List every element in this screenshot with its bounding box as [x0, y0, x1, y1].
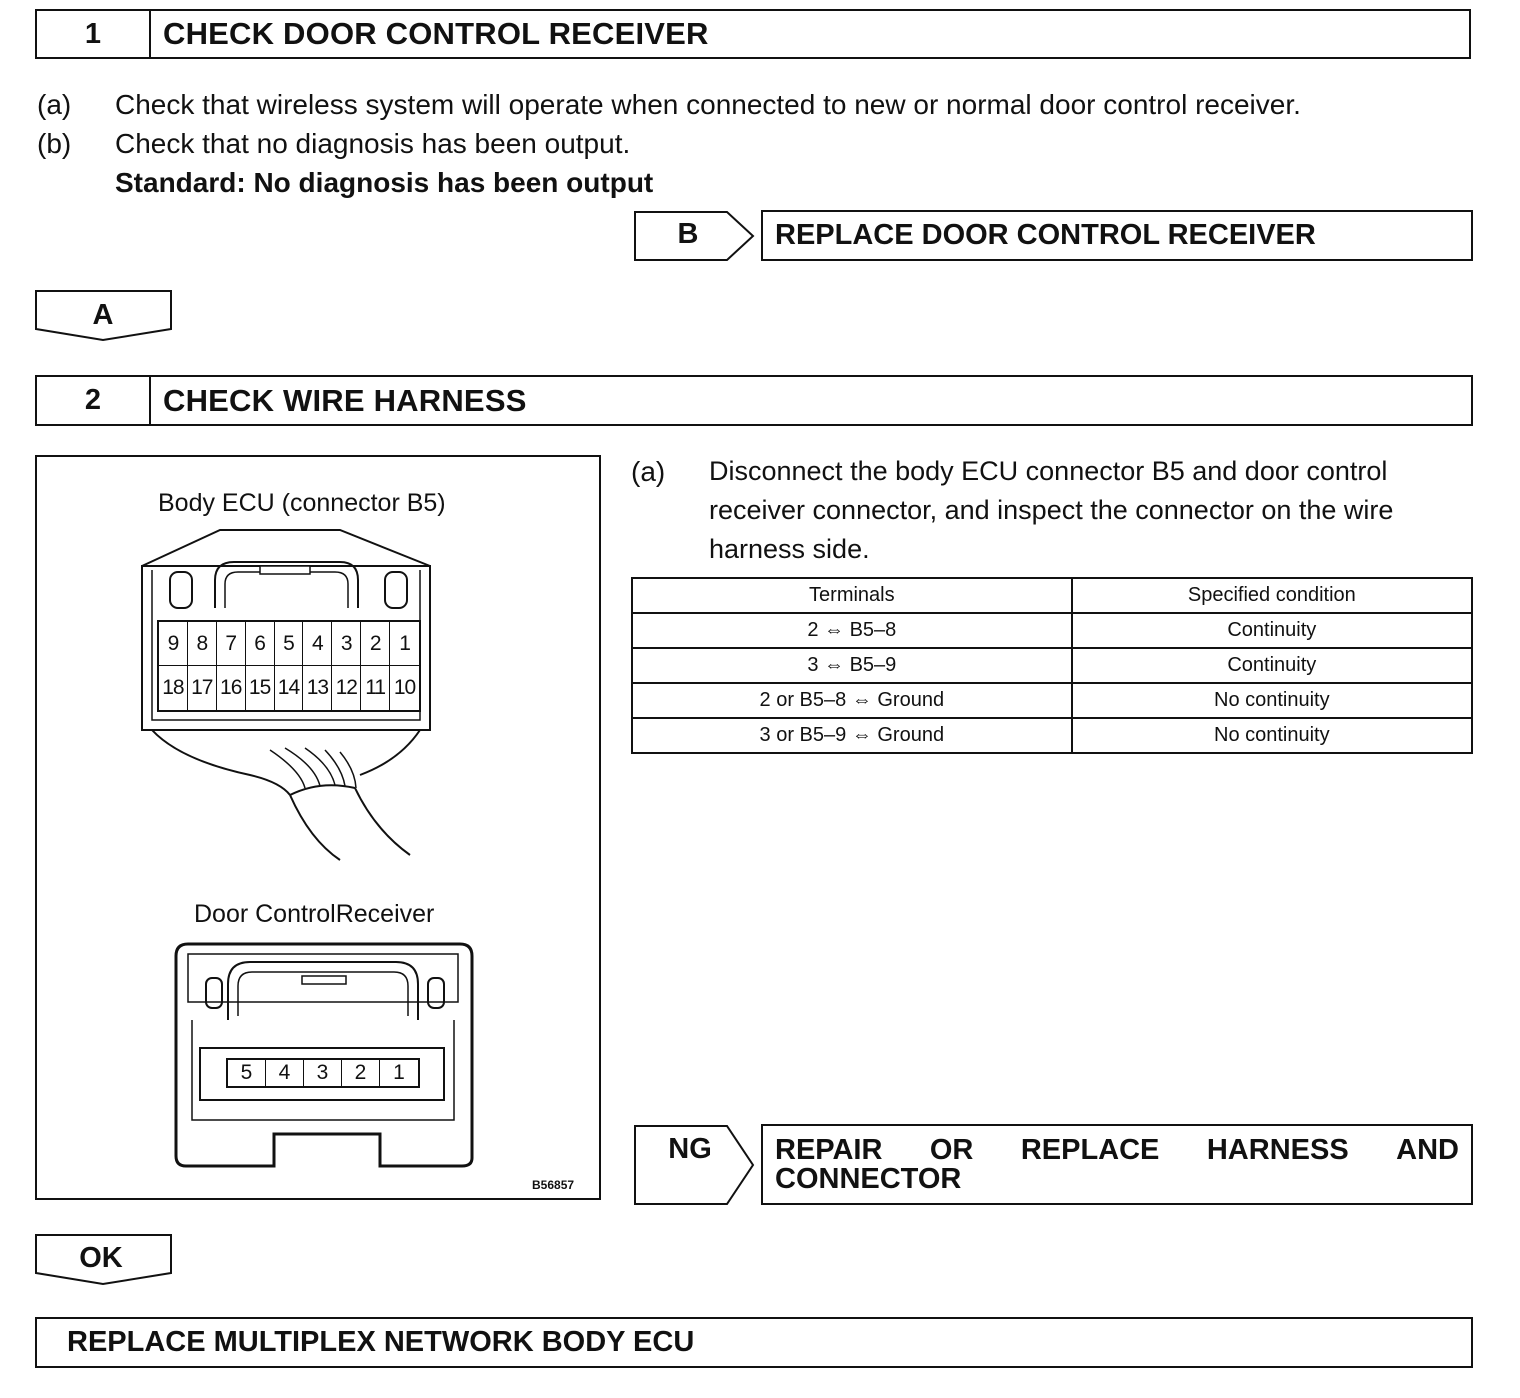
- branch-ng-action-box: [761, 1124, 1473, 1205]
- ng-word: REPAIR: [775, 1134, 883, 1166]
- table-cell-condition: Continuity: [1072, 648, 1472, 683]
- ng-word: AND: [1396, 1134, 1459, 1166]
- step1-standard: Standard: No diagnosis has been output: [115, 167, 654, 198]
- step1-item-a-marker: (a): [37, 89, 72, 120]
- table-cell-terminals: 2 ⇔ B5–8: [632, 613, 1072, 648]
- step1-header: [35, 9, 1471, 59]
- step2-title: CHECK WIRE HARNESS: [163, 382, 527, 418]
- table-header-terminals: Terminals: [632, 578, 1072, 613]
- step1-item-b-text: Check that no diagnosis has been output.: [115, 128, 631, 159]
- branch-ok-label: OK: [79, 1242, 123, 1274]
- branch-b-action-box: [761, 210, 1473, 261]
- body-ecu-pin: 3: [332, 622, 361, 666]
- body-ecu-pin: 4: [303, 622, 332, 666]
- table-cell-terminals: 3 or B5–9 ⇔ Ground: [632, 718, 1072, 753]
- body-ecu-pin: 10: [393, 676, 416, 699]
- body-ecu-pin-grid: [157, 620, 421, 712]
- body-ecu-pin: 11: [361, 666, 390, 710]
- branch-ng-label: NG: [668, 1133, 712, 1165]
- ng-word: OR: [929, 1134, 974, 1166]
- body-ecu-pin: 18: [159, 666, 188, 710]
- body-ecu-pin: 5: [275, 622, 304, 666]
- branch-b-label: B: [677, 218, 699, 250]
- body-ecu-pin: 17: [188, 666, 217, 710]
- receiver-pin: 3: [304, 1060, 342, 1086]
- receiver-pin: 5: [228, 1060, 266, 1086]
- final-action: REPLACE MULTIPLEX NETWORK BODY ECU: [67, 1326, 695, 1358]
- step2-number: 2: [37, 377, 151, 424]
- table-cell-condition: No continuity: [1072, 683, 1472, 718]
- receiver-pin-row: [226, 1058, 420, 1088]
- body-ecu-label: Body ECU (connector B5): [158, 489, 446, 517]
- receiver-pin: 1: [393, 1061, 405, 1084]
- table-header-condition: Specified condition: [1072, 578, 1472, 613]
- body-ecu-pin: 12: [332, 666, 361, 710]
- table-header-row: [632, 578, 1472, 613]
- body-ecu-pin: 14: [275, 666, 304, 710]
- table-cell-condition: No continuity: [1072, 718, 1472, 753]
- step2-item-a-line3: harness side.: [709, 534, 870, 564]
- body-ecu-pin: 8: [188, 622, 217, 666]
- branch-ng-action-line2: CONNECTOR: [775, 1163, 962, 1195]
- table-cell-condition: Continuity: [1072, 613, 1472, 648]
- ng-word: REPLACE: [1020, 1134, 1160, 1166]
- step1-number: 1: [37, 11, 151, 57]
- ng-word: HARNESS: [1206, 1134, 1349, 1166]
- branch-a-label: A: [92, 299, 114, 331]
- figure-id: B56857: [532, 1178, 575, 1192]
- body-ecu-pin: 13: [303, 666, 332, 710]
- final-action-box: [35, 1317, 1473, 1368]
- continuity-table: [631, 577, 1473, 754]
- step2-item-a-line1: Disconnect the body ECU connector B5 and door control: [709, 456, 1388, 486]
- body-ecu-pin: 6: [246, 622, 275, 666]
- table-cell-terminals: 3 ⇔ B5–9: [632, 648, 1072, 683]
- body-ecu-pin: 2: [361, 622, 390, 666]
- step2-item-a-line2: receiver connector, and inspect the connector on the wire: [709, 495, 1394, 525]
- step1-item-a-text: Check that wireless system will operate when connected to new or normal door control receiver.: [115, 89, 1301, 120]
- step2-header: [35, 375, 1473, 426]
- branch-b-action: REPLACE DOOR CONTROL RECEIVER: [775, 219, 1316, 251]
- body-ecu-pin: 7: [217, 622, 246, 666]
- step1-item-b-marker: (b): [37, 128, 72, 159]
- table-row: [632, 648, 1472, 683]
- body-ecu-pin: 1: [390, 622, 419, 666]
- table-row: [632, 718, 1472, 753]
- step2-item-a-marker: (a): [631, 456, 666, 487]
- body-ecu-pin: 9: [159, 622, 188, 666]
- table-cell-terminals: 2 or B5–8 ⇔ Ground: [632, 683, 1072, 718]
- receiver-pin: 4: [266, 1060, 304, 1086]
- receiver-label: Door ControlReceiver: [194, 900, 435, 928]
- table-row: [632, 683, 1472, 718]
- body-ecu-pin: 16: [217, 666, 246, 710]
- step1-title: CHECK DOOR CONTROL RECEIVER: [163, 16, 709, 51]
- body-ecu-pin: 15: [246, 666, 275, 710]
- table-row: [632, 613, 1472, 648]
- receiver-connector-drawing: [170, 940, 476, 1172]
- receiver-pin: 2: [342, 1060, 380, 1086]
